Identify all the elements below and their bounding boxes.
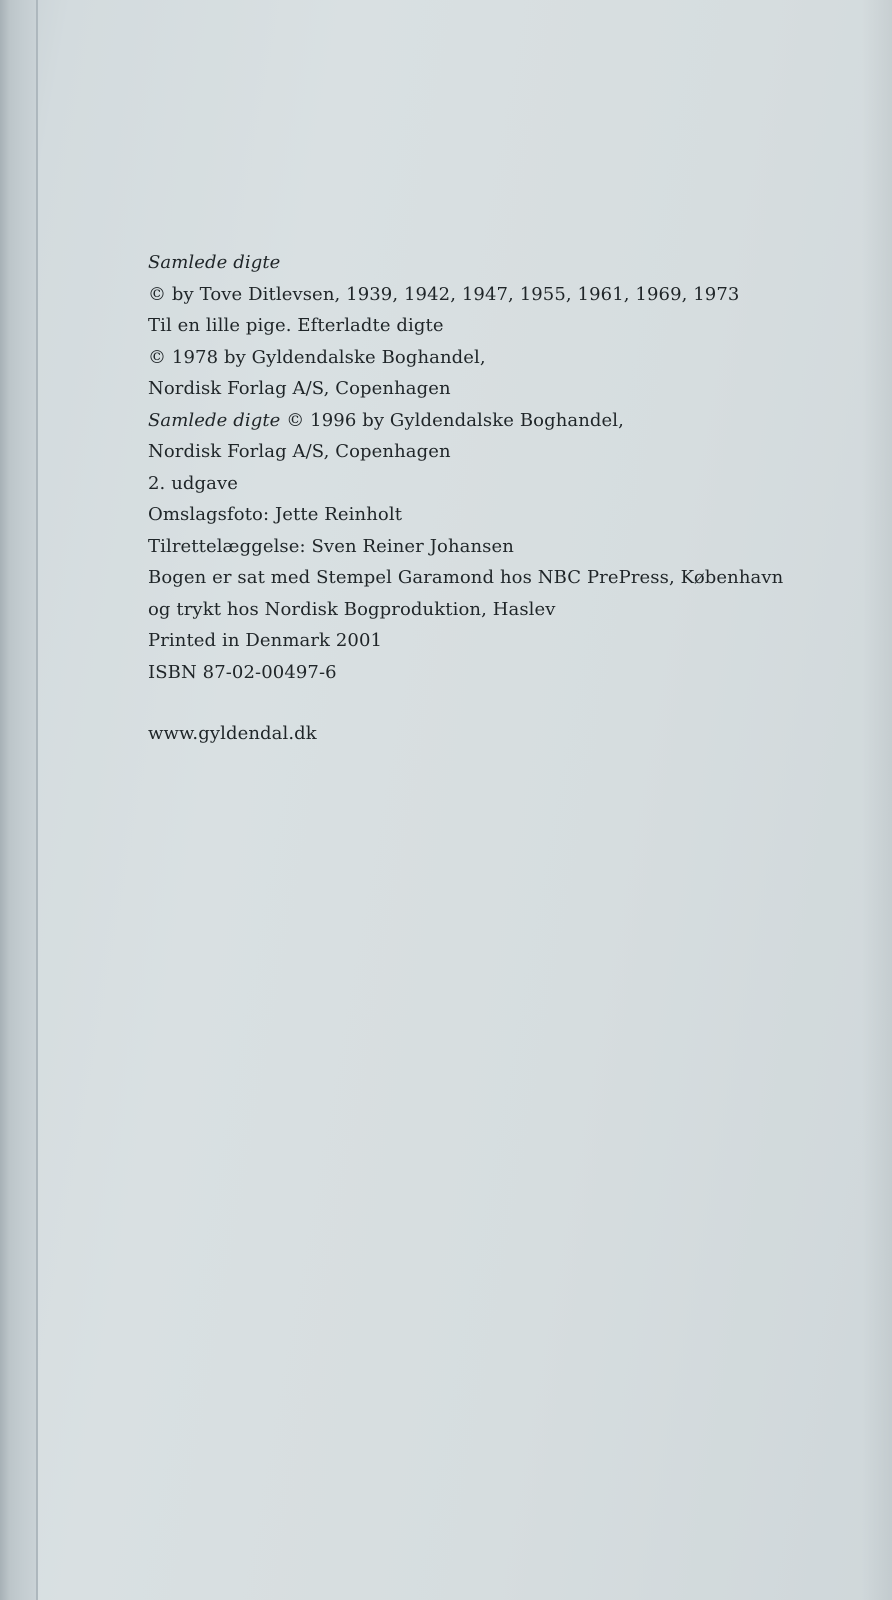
spacer: [148, 688, 878, 718]
copyright-line: Nordisk Forlag A/S, Copenhagen: [148, 441, 451, 462]
copyright-line: Samlede digte: [148, 252, 281, 273]
website-url: www.gyldendal.dk: [148, 723, 317, 744]
edition-line: 2. udgave: [148, 472, 238, 494]
copyright-block: [148, 247, 878, 750]
copyright-line: © 1978 by Gyldendalske Boghandel,: [148, 346, 486, 368]
copyright-line: © by Tove Ditlevsen, 1939, 1942, 1947, 1955, 1961, 1969, 1973: [148, 283, 740, 305]
page-edge: [0, 0, 38, 1600]
design-credit: Tilrettelæggelse: Sven Reiner Johansen: [148, 535, 514, 557]
cover-photo-credit: Omslagsfoto: Jette Reinholt: [148, 504, 403, 525]
printed-in-line: Printed in Denmark 2001: [148, 630, 383, 651]
copyright-line: Nordisk Forlag A/S, Copenhagen: [148, 378, 451, 399]
copyright-line: Samlede digte © 1996 by Gyldendalske Boghandel,: [148, 409, 624, 431]
copyright-line: Til en lille pige. Efterladte digte: [148, 315, 444, 336]
printing-credit: og trykt hos Nordisk Bogproduktion, Haslev: [148, 598, 556, 620]
isbn-line: ISBN 87-02-00497-6: [148, 661, 337, 683]
typesetting-credit: Bogen er sat med Stempel Garamond hos NBC PrePress, København: [148, 567, 784, 588]
page-shadow: [862, 0, 892, 1600]
